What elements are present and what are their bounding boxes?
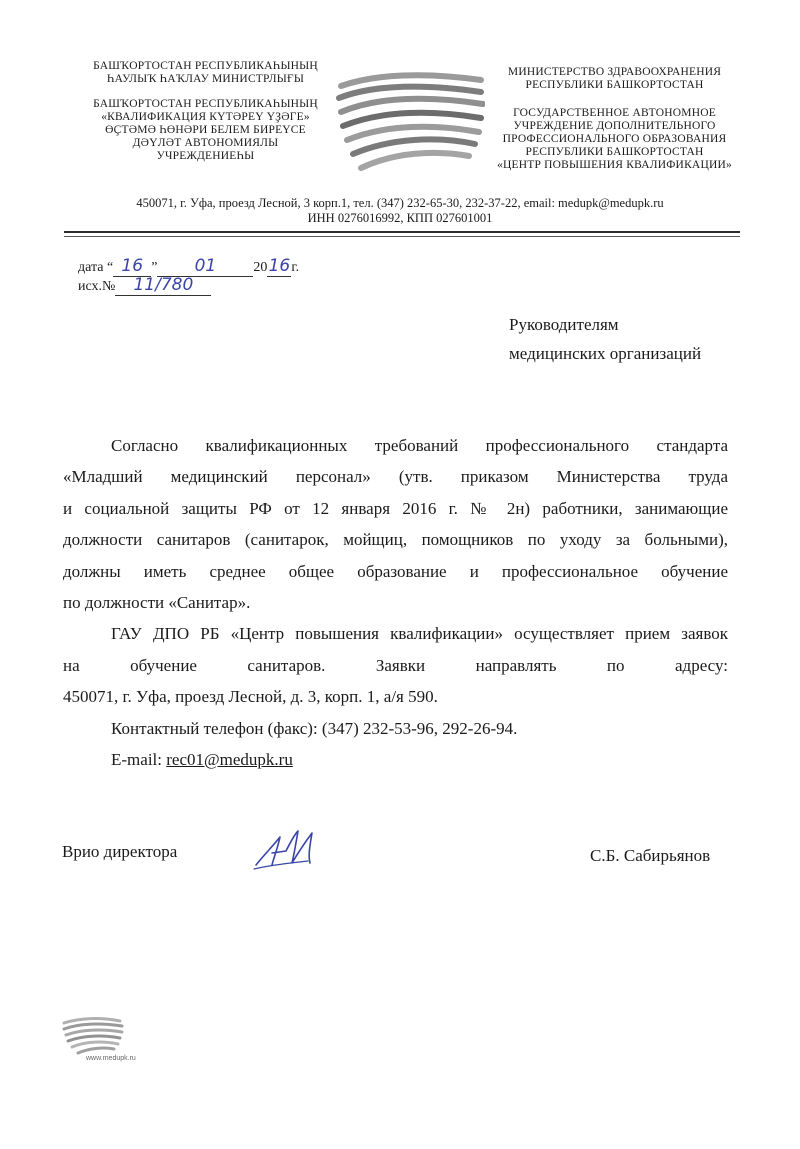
date-close-quote: ” [151,260,158,275]
letter-body [63,430,728,775]
header-left-inst-line2: «КВАЛИФИКАЦИЯ КҮТӘРЕҮ ҮҘӘГЕ» [101,111,310,123]
email-link[interactable]: rec01@medupk.ru [166,750,293,770]
body-p1-line4: должности санитаров (санитарок, мойщиц, помощников по уходу за больными), [63,530,728,550]
letterhead-address [80,196,720,226]
header-right-ministry-line2: РЕСПУБЛИКИ БАШКОРТОСТАН [525,79,704,91]
header-left-ministry-line1: БАШҠОРТОСТАН РЕСПУБЛИКАҺЫНЫҢ [93,60,318,72]
year-prefix: 20 [253,260,268,275]
year-field [267,256,291,277]
body-p1-line3: и социальной защиты РФ от 12 января 2016 г. № 2н) работники, занимающие [63,498,728,518]
header-left-inst-line5: УЧРЕЖДЕНИЕҺЫ [156,150,255,162]
body-p2-line2: на обучение санитаров. Заявки направлять по адресу: [63,655,728,675]
date-month: 01 [194,256,217,276]
recipient-line1: Руководителям [509,315,619,334]
email-label: E-mail: [111,750,167,770]
number-field [115,275,211,296]
footer-logo-icon [60,1015,124,1057]
header-left-inst-line4: ДӘҮЛӘТ АВТОНОМИЯЛЫ [132,137,279,149]
header-right-inst-line2: УЧРЕЖДЕНИЕ ДОПОЛНИТЕЛЬНОГО [513,120,716,132]
date-day: 16 [121,256,144,276]
signatory-name: С.Б. Сабирьянов [590,846,711,865]
date-day-field [113,256,151,277]
body-phone-line: Контактный телефон (факс): (347) 232-53-96, 292-26-94. [111,718,518,738]
header-right-inst-line3: ПРОФЕССИОНАЛЬНОГО ОБРАЗОВАНИЯ [502,133,727,145]
header-right-inst-line4: РЕСПУБЛИКИ БАШКОРТОСТАН [525,146,704,158]
date-row [78,256,299,277]
body-p1-line5: должны иметь среднее общее образование и профессиональное обучение [63,561,728,581]
header-right-inst-line1: ГОСУДАРСТВЕННОЕ АВТОНОМНОЕ [513,107,716,119]
body-email-line [63,744,728,775]
header-left-inst-line1: БАШҠОРТОСТАН РЕСПУБЛИКАҺЫНЫҢ [93,98,318,110]
date-open-quote: “ [106,260,114,275]
letterhead-divider-thin [64,236,740,237]
header-right-russian [482,66,747,187]
recipient-line2: медицинских организаций [509,344,702,363]
number-value: 11/780 [133,275,194,295]
year-unit: г. [291,260,300,275]
header-right-inst-line5: «ЦЕНТР ПОВЫШЕНИЯ КВАЛИФИКАЦИИ» [497,159,732,171]
header-left-bashkir [78,60,333,175]
date-month-field [157,256,253,277]
outgoing-number-row [78,275,211,296]
recipient-block [509,310,701,368]
address-line1: 450071, г. Уфа, проезд Лесной, 3 корп.1, тел. (347) 232-65-30, 232-37-22, email: medupk@medupk.ru [136,196,664,210]
institution-logo-icon [335,66,485,184]
body-p1-line2: «Младший медицинский персонал» (утв. приказом Министерства труда [63,467,728,487]
header-right-ministry-line1: МИНИСТЕРСТВО ЗДРАВООХРАНЕНИЯ [507,66,722,78]
signatory-position: Врио директора [62,842,178,861]
body-p1-line6: по должности «Санитар». [63,593,251,613]
handwritten-signature [250,825,330,873]
body-p2-line3: 450071, г. Уфа, проезд Лесной, д. 3, корп. 1, а/я 590. [63,687,438,707]
letterhead-divider [64,231,740,233]
footer-url: www.medupk.ru [86,1055,136,1062]
number-label: исх.№ [78,279,116,294]
year-suffix: 16 [268,256,291,276]
header-left-ministry-line2: ҺАУЛЫҠ ҺАҠЛАУ МИНИСТРЛЫҒЫ [106,73,305,85]
date-label: дата [78,260,104,275]
body-p2-line1: ГАУ ДПО РБ «Центр повышения квалификации» осуществляет прием заявок [111,624,728,644]
body-p1-line1: Согласно квалификационных требований профессионального стандарта [111,436,728,455]
address-line2: ИНН 0276016992, КПП 027601001 [307,211,493,225]
header-left-inst-line3: ӨҪТӘМӘ ҺӨНӘРИ БЕЛЕМ БИРЕҮСЕ [105,124,306,136]
